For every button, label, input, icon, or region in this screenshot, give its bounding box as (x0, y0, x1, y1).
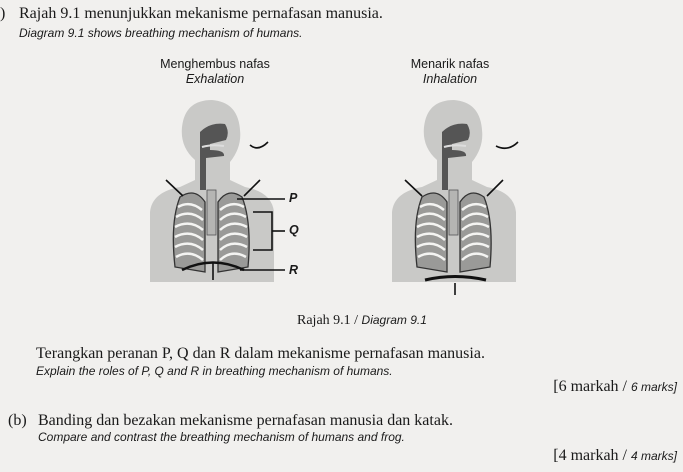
task-a-english: Explain the roles of P, Q and R in breathing mechanism of humans. (36, 364, 393, 378)
label-p: P (289, 191, 298, 205)
inhalation-figure (392, 100, 518, 295)
question-stem-malay: Rajah 9.1 menunjukkan mekanisme pernafasan manusia. (19, 5, 383, 22)
question-b-malay: Banding dan bezakan mekanisme pernafasan manusia dan katak. (38, 412, 453, 429)
inhalation-title-english: Inhalation (422, 72, 478, 86)
question-stem-english: Diagram 9.1 shows breathing mechanism of humans. (19, 26, 303, 40)
question-number-fragment: ) (0, 5, 6, 22)
exhalation-title-malay: Menghembus nafas (160, 57, 270, 71)
task-a-malay: Terangkan peranan P, Q dan R dalam mekanisme pernafasan manusia. (36, 345, 485, 362)
label-r: R (289, 263, 299, 277)
exhalation-figure (150, 100, 285, 282)
label-q: Q (289, 223, 299, 237)
question-b-english: Compare and contrast the breathing mechanism of humans and frog. (38, 430, 405, 444)
question-b-marks: [4 markah / 4 marks] (553, 447, 677, 464)
diagram-caption: Rajah 9.1 / Diagram 9.1 (297, 313, 427, 328)
inhalation-title-malay: Menarik nafas (410, 57, 490, 71)
exhalation-title-english: Exhalation (185, 72, 245, 86)
task-a-marks: [6 markah / 6 marks] (553, 378, 677, 395)
question-b-number: (b) (8, 412, 27, 429)
